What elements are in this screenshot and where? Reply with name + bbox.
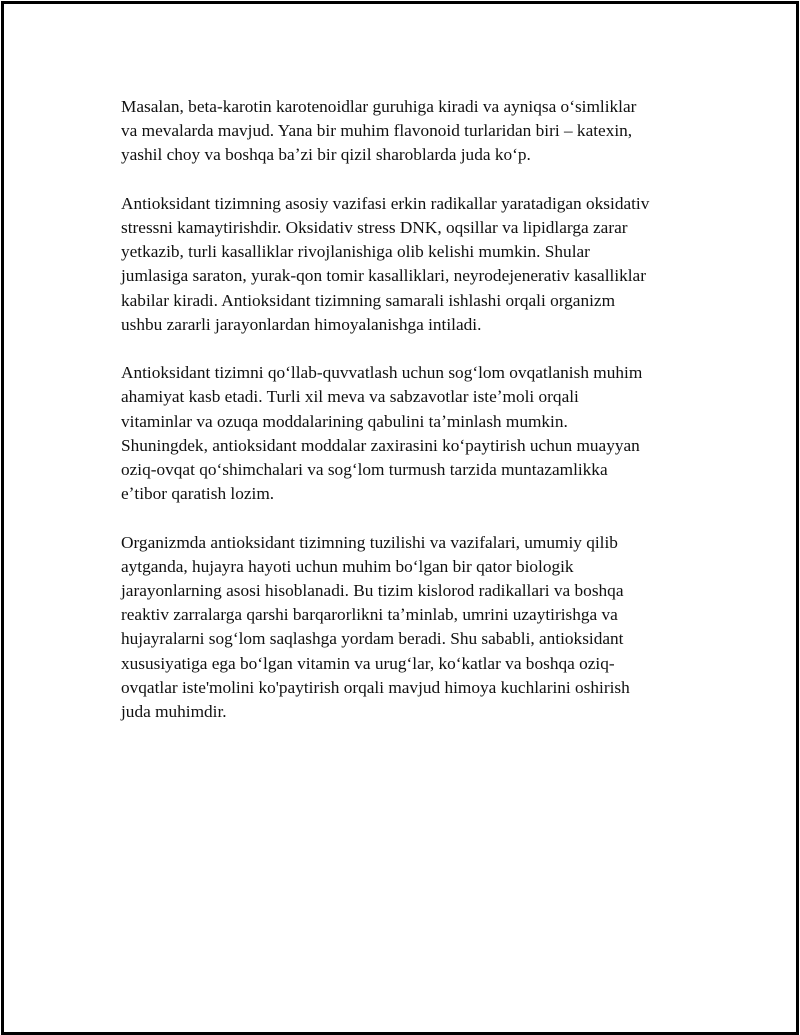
paragraph-line: ahamiyat kasb etadi. Turli xil meva va sabzavotlar isteʼmoli orqali <box>121 387 579 407</box>
paragraph-line: Masalan, beta-karotin karotenoidlar guruhiga kiradi va ayniqsa oʻsimliklar <box>121 97 637 116</box>
document-body <box>121 95 701 748</box>
paragraph-4 <box>121 531 701 725</box>
paragraph-2 <box>121 192 701 337</box>
paragraph-line: aytganda, hujayra hayoti uchun muhim boʻlgan bir qator biologik <box>121 556 574 576</box>
paragraph-line: Antioksidant tizimning asosiy vazifasi erkin radikallar yaratadigan oksidativ <box>121 193 650 213</box>
paragraph-line: jumlasiga saraton, yurak-qon tomir kasalliklari, neyrodejenerativ kasalliklar <box>121 266 646 286</box>
paragraph-line: stressni kamaytirishdir. Oksidativ stress DNK, oqsillar va lipidlarga zarar <box>121 218 628 237</box>
paragraph-line: kabilar kiradi. Antioksidant tizimning samarali ishlashi orqali organizm <box>121 290 616 310</box>
paragraph-line: juda muhimdir. <box>121 702 227 722</box>
paragraph-line: vitaminlar va ozuqa moddalarining qabulini taʼminlash mumkin. <box>121 411 568 431</box>
paragraph-3 <box>121 361 701 506</box>
page-frame <box>1 1 799 1035</box>
paragraph-1 <box>121 95 701 168</box>
paragraph-line: yetkazib, turli kasalliklar rivojlanishiga olib kelishi mumkin. Shular <box>121 242 590 262</box>
paragraph-line: ushbu zararli jarayonlardan himoyalanishga intiladi. <box>121 314 482 334</box>
paragraph-line: xususiyatiga ega boʻlgan vitamin va urugʻlar, koʻkatlar va boshqa oziq- <box>121 653 615 673</box>
paragraph-line: va mevalarda mavjud. Yana bir muhim flavonoid turlaridan biri – katexin, <box>121 121 633 141</box>
paragraph-line: eʼtibor qaratish lozim. <box>121 484 275 504</box>
paragraph-line: reaktiv zarralarga qarshi barqarorlikni taʼminlab, umrini uzaytirishga va <box>121 605 618 625</box>
paragraph-line: yashil choy va boshqa baʼzi bir qizil sharoblarda juda koʻp. <box>121 145 531 165</box>
paragraph-line: oziq-ovqat qoʻshimchalari va sogʻlom turmush tarzida muntazamlikka <box>121 460 608 480</box>
paragraph-line: jarayonlarning asosi hisoblanadi. Bu tizim kislorod radikallari va boshqa <box>121 581 624 601</box>
paragraph-line: hujayralarni sogʻlom saqlashga yordam beradi. Shu sababli, antioksidant <box>121 629 624 649</box>
paragraph-line: Antioksidant tizimni qoʻllab-quvvatlash uchun sogʻlom ovqatlanish muhim <box>121 363 643 383</box>
paragraph-line: Organizmda antioksidant tizimning tuzilishi va vazifalari, umumiy qilib <box>121 532 618 552</box>
paragraph-line: Shuningdek, antioksidant moddalar zaxirasini koʻpaytirish uchun muayyan <box>121 435 640 455</box>
paragraph-line: ovqatlar iste'molini ko'paytirish orqali mavjud himoya kuchlarini oshirish <box>121 677 630 697</box>
